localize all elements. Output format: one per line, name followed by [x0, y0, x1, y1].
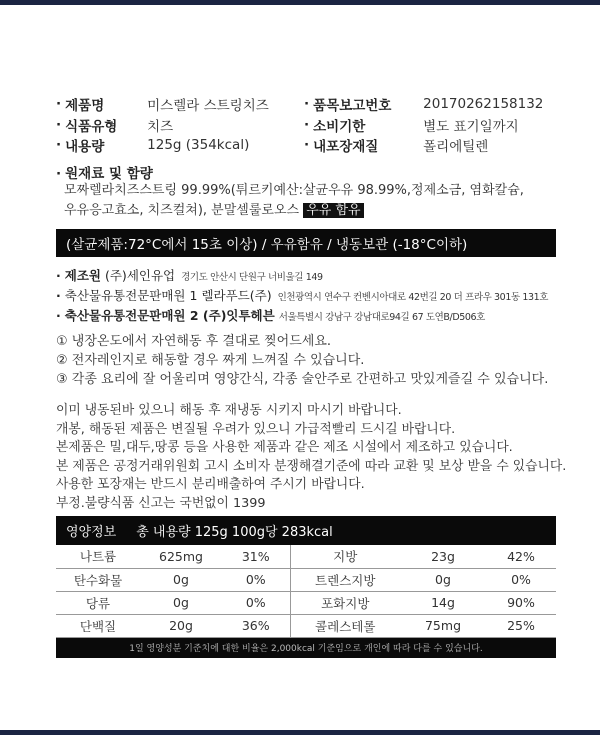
nutrient-name: 포화지방: [290, 591, 400, 614]
bullet-icon: ·: [304, 137, 310, 154]
packaging-label: 내포장재질: [313, 139, 379, 156]
bullet-icon: ·: [304, 96, 310, 113]
ingredients-line: 모짜렐라치즈스트링 99.99%(튀르키예산:살균우유 98.99%,정제소금, 염화칼슘,: [64, 183, 524, 198]
net-weight-label: 내용량: [65, 139, 105, 156]
nutrient-name: 지방: [290, 545, 400, 568]
nutrient-percent: 0%: [222, 568, 290, 591]
nutrition-footnote: 1일 영양성분 기준치에 대한 비율은 2,000kcal 기준임으로 개인에 따라 다를 수 있습니다.: [56, 638, 556, 658]
nutrient-name: 탄수화물: [56, 568, 140, 591]
nutrient-name: 단백질: [56, 614, 140, 637]
nutrient-amount: 0g: [140, 568, 222, 591]
maker-row: [56, 266, 576, 286]
nutrition-header: [56, 516, 556, 545]
maker-name: (주)세인유업: [104, 268, 176, 283]
seller1-address: 인천광역시 연수구 컨벤시아대로 42번길 20 더 프라우 301동 131호: [277, 292, 549, 303]
nutrition-summary: 총 내용량 125g 100g당 283kcal: [136, 525, 333, 540]
nutrient-percent: 0%: [222, 591, 290, 614]
maker-address: 경기도 안산시 단원구 너비울길 149: [181, 272, 323, 283]
nutrient-name: 나트륨: [56, 545, 140, 568]
bullet-icon: ·: [56, 288, 61, 303]
food-type-label: 식품유형: [65, 118, 118, 135]
instruction-item: ① 냉장온도에서 자연해동 후 결대로 찢어드세요.: [56, 334, 332, 349]
bullet-icon: ·: [56, 166, 62, 182]
notice-line: 본제품은 밀,대두,땅콩 등을 사용한 제품과 같은 제조 시설에서 제조하고 있습니다.: [56, 440, 513, 455]
bullet-icon: ·: [56, 137, 62, 154]
seller2-row: [56, 306, 576, 326]
seller1-row: [56, 286, 576, 306]
nutrient-amount: 625mg: [140, 545, 222, 568]
nutrient-amount: 20g: [140, 614, 222, 637]
seller2-address: 서울특별시 강남구 강남대로94길 67 도연B/D506호: [278, 312, 485, 323]
ingredients-text: [64, 181, 564, 221]
info-row: [56, 135, 556, 156]
seller1-label: 축산물유통전문판매원 1: [64, 288, 198, 303]
bullet-icon: ·: [56, 116, 62, 133]
allergen-badge: 우유 함유: [303, 203, 363, 218]
nutrition-table: [56, 516, 556, 658]
nutrient-amount: 23g: [400, 545, 486, 568]
net-weight-value: 125g (354kcal): [147, 137, 250, 154]
bottom-border: [0, 730, 600, 735]
nutrient-percent: 31%: [222, 545, 290, 568]
nutrient-name: 트렌스지방: [290, 568, 400, 591]
top-border: [0, 0, 600, 5]
expiry-value: 별도 표기일까지: [423, 118, 519, 135]
bullet-icon: ·: [304, 116, 310, 133]
table-row: [56, 591, 556, 614]
instruction-item: ③ 각종 요리에 잘 어울리며 영양간식, 각종 술안주로 간편하고 맛있게즐길 수 있습니다.: [56, 372, 549, 387]
notice-line: 이미 냉동된바 있으니 해동 후 재냉동 시키지 마시기 바랍니다.: [56, 403, 402, 418]
notice-line: 부정.불량식품 신고는 국번없이 1399: [56, 495, 266, 511]
nutrient-percent: 0%: [486, 568, 556, 591]
product-info-table: [56, 94, 556, 156]
nutrition-grid: [56, 545, 556, 638]
bullet-icon: ·: [56, 308, 61, 323]
bullet-icon: ·: [56, 268, 61, 283]
nutrient-percent: 36%: [222, 614, 290, 637]
nutrient-percent: 42%: [486, 545, 556, 568]
report-number-label: 품목보고번호: [313, 98, 392, 115]
table-row: [56, 614, 556, 637]
notice-line: 사용한 포장재는 반드시 분리배출하여 주시기 바랍니다.: [56, 477, 365, 492]
ingredients-line: 우유응고효소, 치즈컬쳐), 분말셀룰로오스 우유 함유: [64, 201, 564, 221]
instruction-item: ② 전자레인지로 해동할 경우 짜게 느껴질 수 있습니다.: [56, 353, 365, 368]
notice-line: 본 제품은 공정거래위원회 고시 소비자 분쟁해결기준에 따라 교환 및 보상 받을 수 있습니다.: [56, 458, 567, 474]
nutrient-name: 콜레스테롤: [290, 614, 400, 637]
instructions-list: [56, 332, 548, 389]
nutrient-amount: 14g: [400, 591, 486, 614]
report-number-value: 20170262158132: [423, 96, 544, 113]
manufacturer-info: [56, 266, 576, 326]
product-name-label: 제품명: [65, 98, 105, 115]
nutrition-title: 영양정보: [66, 525, 117, 540]
nutrient-amount: 0g: [400, 568, 486, 591]
nutrient-amount: 75mg: [400, 614, 486, 637]
food-type-value: 치즈: [147, 118, 174, 135]
storage-band: (살균제품:72°C에서 15초 이상) / 우유함유 / 냉동보관 (-18°C이하): [56, 229, 556, 257]
info-row: [56, 94, 556, 115]
seller1-name: 렐라푸드(주): [201, 288, 272, 303]
seller2-label: 축산물유통전문판매원 2 (주)잇투헤븐: [64, 308, 275, 323]
packaging-value: 폴리에틸렌: [423, 139, 489, 156]
maker-label: 제조원: [64, 268, 101, 283]
info-row: [56, 115, 556, 136]
nutrient-percent: 25%: [486, 614, 556, 637]
table-row: [56, 568, 556, 591]
nutrient-name: 당류: [56, 591, 140, 614]
notice-block: [56, 402, 566, 513]
nutrient-percent: 90%: [486, 591, 556, 614]
bullet-icon: ·: [56, 96, 62, 113]
table-row: [56, 545, 556, 568]
product-name-value: 미스렐라 스트링치즈: [147, 98, 269, 115]
nutrient-amount: 0g: [140, 591, 222, 614]
expiry-label: 소비기한: [313, 118, 366, 135]
ingredients-heading: · 원재료 및 함량: [56, 166, 153, 182]
notice-line: 개봉, 해동된 제품은 변질될 우려가 있으니 가급적빨리 드시길 바랍니다.: [56, 421, 456, 437]
